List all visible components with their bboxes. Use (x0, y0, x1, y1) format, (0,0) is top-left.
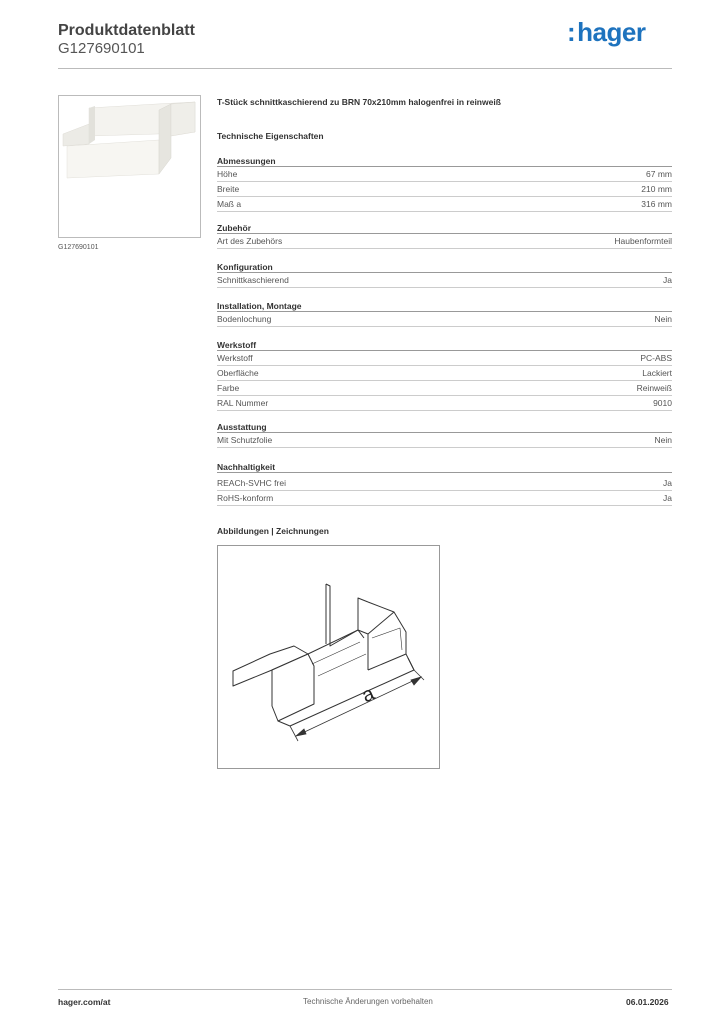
hager-logo (567, 17, 645, 48)
spec-row (217, 273, 672, 288)
technical-drawing (217, 545, 440, 769)
spec-row (217, 366, 672, 381)
footer-notice: Technische Änderungen vorbehalten (303, 997, 433, 1006)
page-title: Produktdatenblatt (58, 22, 195, 39)
group-title: Installation, Montage (217, 301, 672, 312)
product-photo-image (59, 96, 200, 237)
photo-caption: G127690101 (58, 244, 99, 251)
spec-row (217, 197, 672, 212)
spec-value: Reinweiß (636, 383, 672, 393)
spec-label: Mit Schutzfolie (217, 435, 273, 445)
product-title: T-Stück schnittkaschierend zu BRN 70x210mm halogenfrei in reinweiß (217, 97, 501, 107)
group-title: Konfiguration (217, 262, 672, 273)
logo-colon-icon: : (567, 17, 576, 47)
group-ausstattung (217, 422, 672, 448)
spec-row (217, 351, 672, 366)
spec-value: Nein (654, 314, 672, 324)
spec-value: Ja (663, 493, 672, 503)
footer-divider (58, 989, 672, 990)
group-title: Werkstoff (217, 340, 672, 351)
product-code: G127690101 (58, 40, 145, 57)
group-abmessungen (217, 156, 672, 212)
spec-row (217, 182, 672, 197)
spec-label: RoHS-konform (217, 493, 274, 503)
spec-row (217, 312, 672, 327)
spec-label: Breite (217, 184, 240, 194)
spec-label: Oberfläche (217, 368, 259, 378)
spec-row (217, 167, 672, 182)
spec-label: REACh-SVHC frei (217, 478, 286, 488)
spec-value: PC-ABS (640, 353, 672, 363)
group-zubehoer (217, 223, 672, 249)
footer-date: 06.01.2026 (626, 997, 669, 1007)
spec-label: Werkstoff (217, 353, 253, 363)
spec-row (217, 433, 672, 448)
spec-value: 210 mm (641, 184, 672, 194)
group-nachhaltigkeit (217, 462, 672, 506)
spec-value: Lackiert (642, 368, 672, 378)
group-installation (217, 301, 672, 327)
spec-label: Farbe (217, 383, 240, 393)
spec-label: Schnittkaschierend (217, 275, 289, 285)
spec-value: Nein (654, 435, 672, 445)
spec-row (217, 234, 672, 249)
spec-label: Bodenlochung (217, 314, 272, 324)
footer-website[interactable]: hager.com/at (58, 997, 111, 1007)
group-werkstoff (217, 340, 672, 411)
spec-row (217, 396, 672, 411)
spec-label: RAL Nummer (217, 398, 269, 408)
spec-label: Art des Zubehörs (217, 236, 283, 246)
group-title: Ausstattung (217, 422, 672, 433)
spec-value: Ja (663, 275, 672, 285)
spec-value: 67 mm (646, 169, 672, 179)
spec-value: 316 mm (641, 199, 672, 209)
spec-label: Höhe (217, 169, 238, 179)
spec-row (217, 476, 672, 491)
spec-value: 9010 (653, 398, 672, 408)
header-divider (58, 68, 672, 69)
spec-row (217, 381, 672, 396)
spec-value: Haubenformteil (614, 236, 672, 246)
group-konfiguration (217, 262, 672, 288)
product-photo (58, 95, 201, 238)
spec-value: Ja (663, 478, 672, 488)
dimension-label: a (358, 682, 378, 708)
spec-row (217, 491, 672, 506)
group-title: Abmessungen (217, 156, 672, 167)
section-heading: Technische Eigenschaften (217, 131, 324, 141)
t-piece-drawing (218, 546, 439, 768)
drawings-heading: Abbildungen | Zeichnungen (217, 526, 329, 536)
logo-text: hager (577, 17, 646, 47)
group-title: Zubehör (217, 223, 672, 234)
group-title: Nachhaltigkeit (217, 462, 672, 473)
spec-label: Maß a (217, 199, 242, 209)
